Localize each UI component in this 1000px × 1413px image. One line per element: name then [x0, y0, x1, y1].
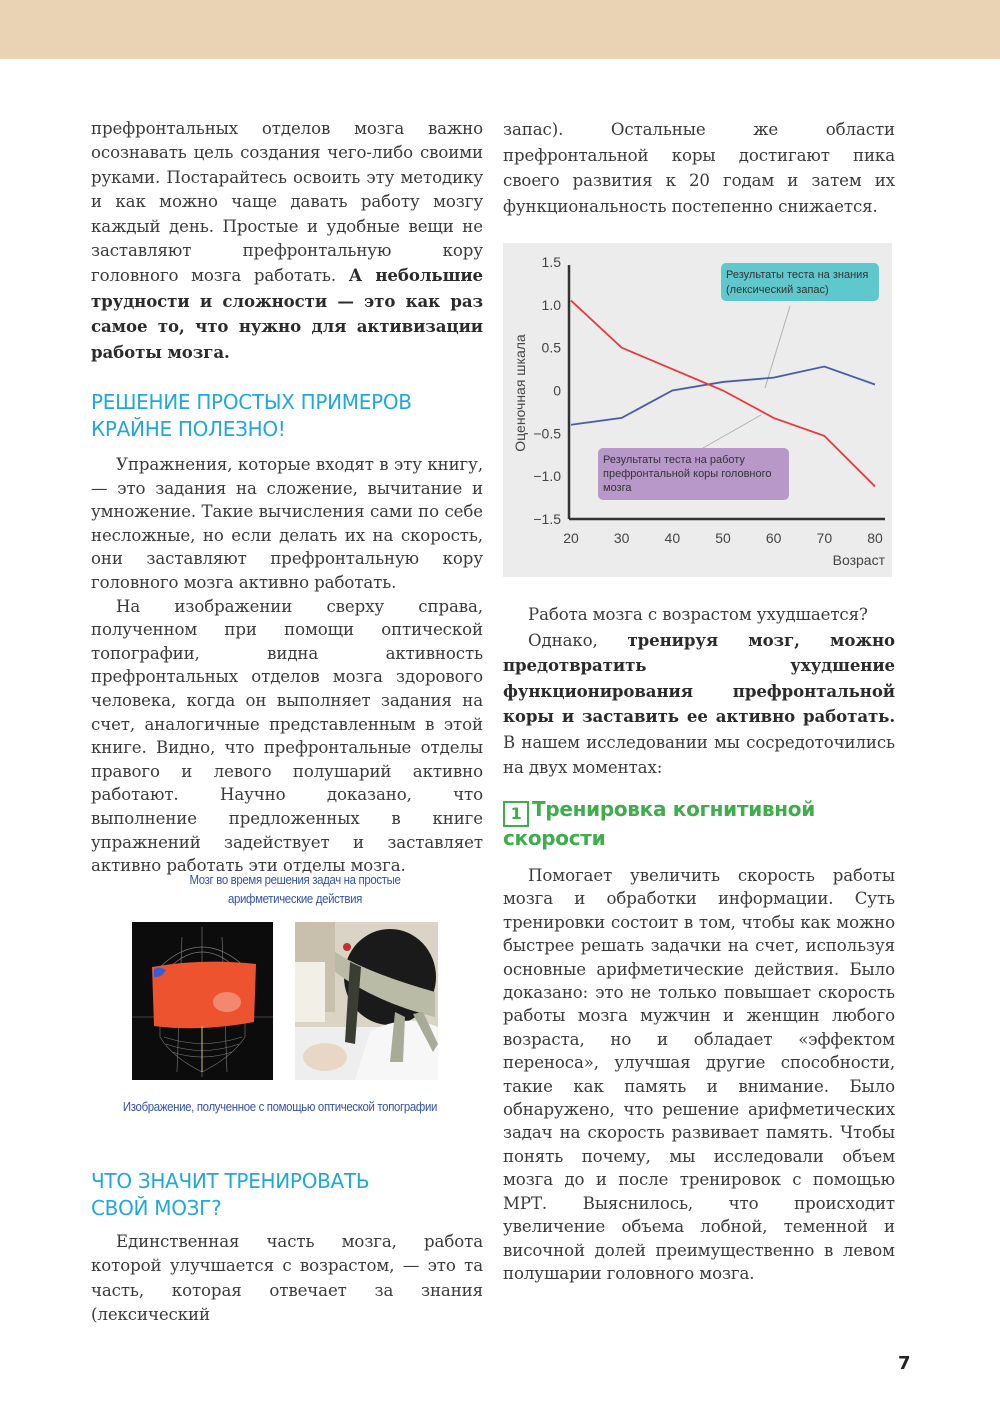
header-band — [0, 0, 1000, 59]
section-title: Тренировка когнитивной скорости — [503, 797, 815, 850]
svg-text:1.5: 1.5 — [541, 254, 561, 270]
heading-line: РЕШЕНИЕ ПРОСТЫХ ПРИМЕРОВ — [91, 390, 412, 415]
left-column-bottom — [91, 1168, 483, 1328]
svg-text:0.5: 0.5 — [541, 339, 561, 356]
section-heading — [91, 1168, 483, 1222]
paragraph-text: Однако, — [528, 630, 628, 650]
right-column-middle — [503, 602, 895, 781]
x-tick-labels — [563, 530, 883, 546]
figure-caption — [90, 1097, 470, 1116]
svg-text:80: 80 — [867, 530, 883, 546]
section-number-badge: 1 — [503, 801, 529, 827]
brain-scan-image — [132, 922, 273, 1080]
svg-text:50: 50 — [715, 530, 731, 546]
svg-text:−1.0: −1.0 — [533, 468, 561, 485]
paragraph: Работа мозга с возрастом ухудшается? — [528, 605, 868, 624]
leader-line — [703, 415, 761, 448]
svg-text:20: 20 — [563, 530, 579, 546]
svg-text:60: 60 — [765, 530, 782, 546]
series-line-knowledge — [571, 367, 875, 425]
paragraph-text: В нашем исследовании мы сосредоточились на двух моментах: — [503, 732, 895, 777]
figure-title-line: Мозг во время решения задач на простые — [189, 872, 401, 887]
page-number: 7 — [898, 1353, 911, 1374]
svg-text:−1.5: −1.5 — [533, 511, 561, 527]
heading-line: СВОЙ МОЗГ? — [91, 1196, 222, 1220]
svg-text:0: 0 — [553, 382, 561, 399]
legend-text: Результаты теста на знания (лексический запас) — [726, 269, 869, 296]
topography-cap-photo — [295, 922, 438, 1080]
paragraph: Упражнения, которые входят в эту книгу, — это задания на сложение, вычитание и умножение. Такие вычисления сами по себе несложные, но если делать их на скорость, они заставляют префронтальную кору головного мозга активно работать. — [91, 455, 483, 593]
paragraph — [503, 628, 895, 781]
svg-text:70: 70 — [816, 530, 833, 546]
paragraph: Помогает увеличить скорость работы мозга и обработки информации. Суть тренировки состоит в том, чтобы как можно быстрее решать задачки на счет, используя основные арифметические действия. Было доказано: это не только повышает скорость работы мозга мужчин и женщин любого возраста, но и обладает «эффектом переноса», улучшая другие способности, такие как память и внимание. Было обнаружено, что решение арифметических задач на скорость развивает память. Чтобы понять почему, мы исследовали объем мозга до и после тренировок с помощью МРТ. Выяснилось, что происходит увеличение объема лобной, теменной и височной долей преимущественно в левом полушарии головного мозга. — [503, 866, 895, 1283]
paragraph: запас). Остальные же области префронтальной коры достигают пика своего развития к 20 годам и затем их функциональность постепенно снижается. — [503, 120, 895, 216]
legend-text: Результаты теста на работу префронтальной коры головного мозга — [603, 454, 772, 494]
chart-svg — [503, 243, 892, 577]
right-column-bottom — [503, 798, 895, 1285]
numbered-section-heading — [503, 798, 895, 850]
paragraph — [91, 117, 483, 365]
svg-text:−0.5: −0.5 — [533, 425, 561, 442]
svg-text:1.0: 1.0 — [541, 296, 561, 313]
svg-text:30: 30 — [613, 530, 630, 546]
svg-text:40: 40 — [664, 530, 681, 546]
y-tick-labels — [533, 254, 561, 527]
figure-caption-text: Изображение, полученное с помощью оптической топографии — [122, 1099, 438, 1114]
figure-title-line: арифметические действия — [227, 891, 363, 906]
left-column — [91, 117, 483, 878]
line-chart — [503, 243, 892, 577]
x-axis-label: Возраст — [832, 552, 885, 568]
heading-line: КРАЙНЕ ПОЛЕЗНО! — [91, 417, 286, 442]
paragraph: Единственная часть мозга, работа которой улучшается с возрастом, — это та часть, которая отвечает за знания (лексический — [91, 1232, 483, 1325]
section-heading — [91, 389, 483, 443]
right-column-top — [503, 117, 895, 219]
heading-line: ЧТО ЗНАЧИТ ТРЕНИРОВАТЬ — [91, 1169, 370, 1193]
paragraph-bold-text: А небольшие трудности и сложности — это как раз самое то, что нужно для активизации работы мозга. — [91, 265, 483, 362]
y-axis-label: Оценочная шкала — [512, 334, 528, 452]
paragraph-bold-text: тренируя мозг, можно предотвратить ухудшение функционирования префронтальной коры и заставить ее активно работать. — [503, 629, 895, 726]
paragraph-text: префронтальных отделов мозга важно осознавать цель создания чего-либо своими руками. Постарайтесь освоить эту методику и как можно чаще давать работу мозгу каждый день. Простые и удобные вещи не заставляют префронтальную кору головного мозга работать. — [91, 119, 483, 286]
paragraph: На изображении сверху справа, полученном при помощи оптической топографии, видна активность префронтальных отделов мозга здорового человека, когда он выполняет задания на счет, аналогичные представленным в этой книге. Видно, что префронтальные отделы правого и левого полушарий активно работают. Научно доказано, что выполнение предложенных в книге упражнений задействует и заставляет активно работать эти отделы мозга. — [91, 596, 483, 876]
figure-title — [120, 870, 470, 908]
